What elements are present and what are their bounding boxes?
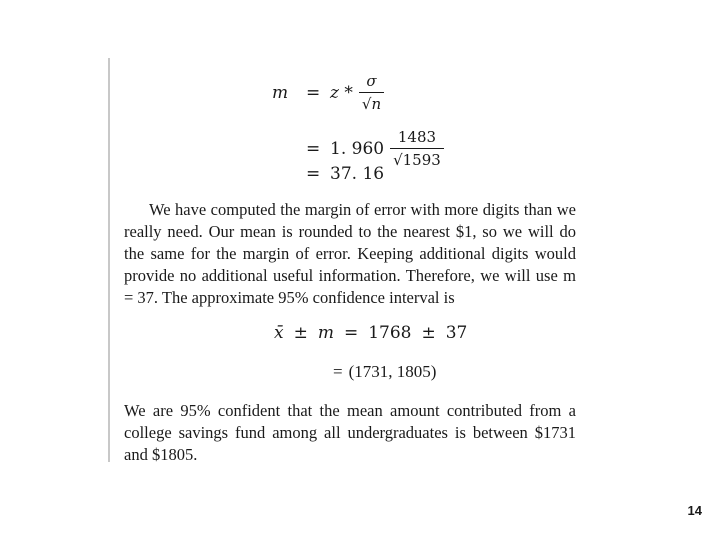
equation-row-3 (306, 164, 384, 184)
margin-value: 37. 16 (330, 164, 385, 184)
confidence-interval: (1731, 1805) (348, 362, 437, 381)
explanation-paragraph: We have computed the margin of error with more digits than we really need. Our mean is rounded to the nearest $1, so we will do the same for the margin of error. Keeping additional digits would provide no additional useful information. Therefore, we will use m = 37. The approximate 95% confidence interval is (124, 200, 576, 307)
mean-value: 1768 (368, 323, 412, 343)
sigma-numerator: σ (366, 72, 377, 90)
n-symbol: n (371, 95, 382, 113)
equals-sign: = (306, 138, 321, 159)
left-margin-rule (108, 58, 110, 462)
z-star: z * (330, 82, 353, 103)
s-numerator: 1483 (397, 128, 437, 146)
equals-sign: = (306, 82, 321, 103)
sample-size: 1593 (402, 151, 441, 169)
root-n-denominator: √n (359, 92, 384, 113)
plus-minus-sign: ± (293, 323, 308, 343)
ci-equation-row-2 (333, 362, 436, 382)
m-symbol: m (272, 82, 289, 103)
sigma-over-root-n-fraction (359, 72, 384, 113)
z-value: 1. 960 (330, 138, 385, 159)
root-1593-denominator: √1593 (390, 148, 444, 169)
margin-rounded: 37 (445, 323, 468, 343)
page-number: 14 (687, 503, 702, 518)
x-bar-symbol: x̄ (274, 323, 284, 343)
equation-row-2 (306, 128, 444, 169)
conclusion-paragraph: We are 95% confident that the mean amount contributed from a college savings fund among all undergraduates is between $1731 and $1805. (124, 401, 576, 464)
equals-sign: = (306, 164, 321, 184)
m-symbol: m (317, 323, 334, 343)
equation-row-1 (272, 72, 384, 113)
equals-sign: = (333, 362, 343, 381)
s-over-root-n-fraction (390, 128, 444, 169)
equals-sign: = (343, 323, 359, 343)
plus-minus-sign: ± (421, 323, 436, 343)
ci-equation-row-1 (274, 323, 467, 343)
